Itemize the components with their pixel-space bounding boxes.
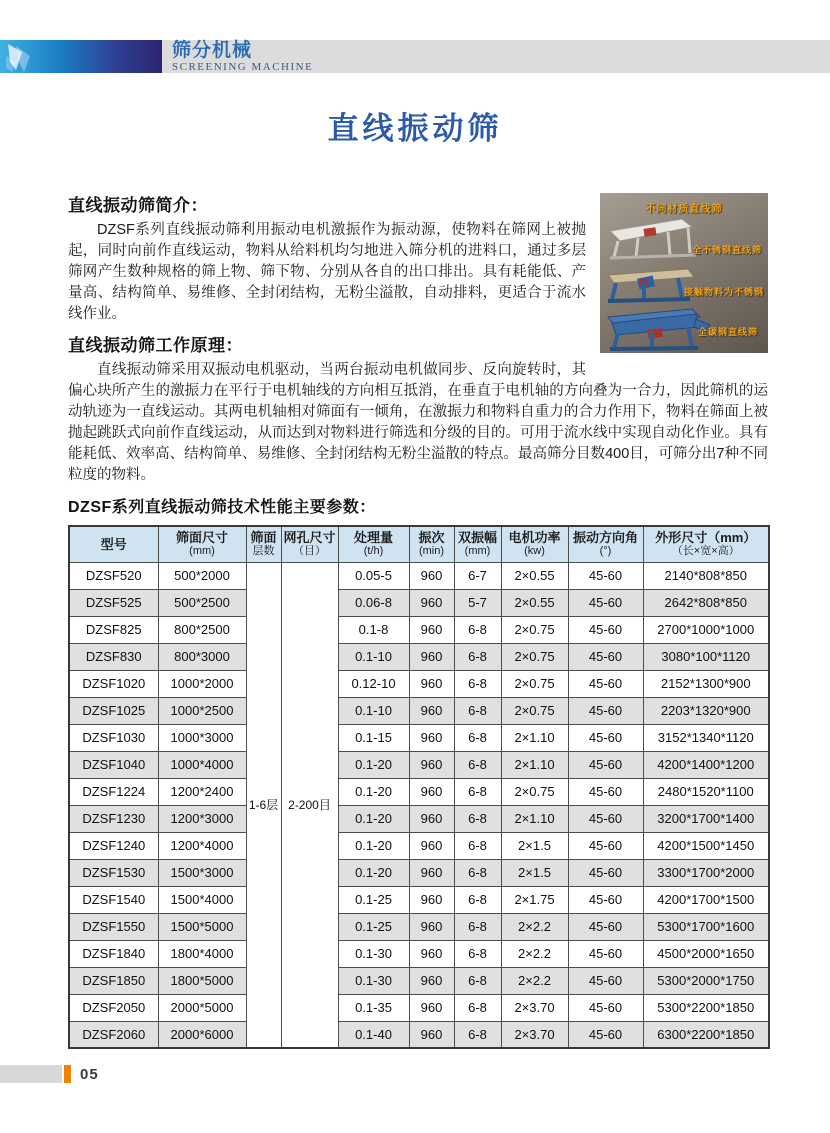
cell-amplitude: 6-8: [454, 832, 501, 859]
column-header: 筛面尺寸 (mm): [158, 526, 246, 562]
cell-model: DZSF1025: [69, 697, 158, 724]
cell-model: DZSF1550: [69, 913, 158, 940]
table-row: [69, 697, 769, 724]
photo-label-stainless: 全不锈钢直线筛: [691, 245, 762, 255]
cell-screen-size: 1000*3000: [158, 724, 246, 751]
cell-dimensions: 2152*1300*900: [643, 670, 769, 697]
cell-capacity: 0.1-20: [338, 805, 409, 832]
cell-frequency: 960: [409, 562, 454, 589]
cell-angle: 45-60: [568, 724, 643, 751]
column-header: 型号: [69, 526, 158, 562]
cell-capacity: 0.06-8: [338, 589, 409, 616]
column-header: 外形尺寸（mm） （长×宽×高）: [643, 526, 769, 562]
cell-frequency: 960: [409, 724, 454, 751]
cell-power: 2×2.2: [501, 940, 568, 967]
table-row: [69, 859, 769, 886]
spec-table-header-row: [69, 526, 769, 562]
cell-capacity: 0.1-20: [338, 832, 409, 859]
cell-angle: 45-60: [568, 616, 643, 643]
table-row: [69, 940, 769, 967]
cell-screen-size: 500*2500: [158, 589, 246, 616]
cell-frequency: 960: [409, 940, 454, 967]
cell-amplitude: 6-8: [454, 1021, 501, 1048]
cell-capacity: 0.1-25: [338, 913, 409, 940]
cell-amplitude: 6-8: [454, 859, 501, 886]
table-row: [69, 589, 769, 616]
page-title: 直线振动筛: [327, 111, 503, 146]
table-row: [69, 832, 769, 859]
cell-power: 2×1.5: [501, 859, 568, 886]
table-row: [69, 913, 769, 940]
cell-amplitude: 6-8: [454, 697, 501, 724]
cell-amplitude: 6-8: [454, 751, 501, 778]
brand-name-cn: 筛分机械: [172, 40, 253, 61]
cell-frequency: 960: [409, 751, 454, 778]
cell-capacity: 0.1-40: [338, 1021, 409, 1048]
cell-power: 2×1.10: [501, 751, 568, 778]
table-row: [69, 643, 769, 670]
cell-capacity: 0.1-15: [338, 724, 409, 751]
cell-dimensions: 2140*808*850: [643, 562, 769, 589]
brand-logo-bar: [0, 40, 162, 73]
brand-logo-icon: [6, 42, 54, 72]
cell-power: 2×1.5: [501, 832, 568, 859]
cell-angle: 45-60: [568, 778, 643, 805]
cell-dimensions: 4500*2000*1650: [643, 940, 769, 967]
cell-dimensions: 5300*2200*1850: [643, 994, 769, 1021]
table-row: [69, 967, 769, 994]
cell-amplitude: 6-8: [454, 724, 501, 751]
column-header: 处理量 (t/h): [338, 526, 409, 562]
column-header: 电机功率 (kw): [501, 526, 568, 562]
principle-heading: 直线振动筛工作原理：: [68, 336, 243, 355]
cell-capacity: 0.05-5: [338, 562, 409, 589]
cell-angle: 45-60: [568, 859, 643, 886]
cell-power: 2×0.75: [501, 643, 568, 670]
table-row: [69, 886, 769, 913]
cell-screen-size: 2000*5000: [158, 994, 246, 1021]
cell-screen-size: 2000*6000: [158, 1021, 246, 1048]
cell-frequency: 960: [409, 886, 454, 913]
cell-power: 2×0.75: [501, 778, 568, 805]
cell-model: DZSF1540: [69, 886, 158, 913]
cell-model: DZSF1040: [69, 751, 158, 778]
cell-power: 2×1.75: [501, 886, 568, 913]
cell-capacity: 0.1-35: [338, 994, 409, 1021]
cell-power: 2×0.75: [501, 670, 568, 697]
cell-dimensions: 3200*1700*1400: [643, 805, 769, 832]
cell-model: DZSF1020: [69, 670, 158, 697]
page-footer: [0, 1064, 99, 1084]
table-row: [69, 670, 769, 697]
principle-paragraph: 直线振动筛采用双振动电机驱动，当两台振动电机做同步、反向旋转时，其偏心块所产生的激振力在平行于电机轴线的方向相互抵消，在垂直于电机轴的方向叠为一合力，因此筛机的运动轨迹为一直线运动。其两电机轴相对筛面有一倾角，在激振力和物料自重力的合力作用下，物料在筛面上被抛起跳跃式向前作直线运动，从而达到对物料进行筛选和分级的目的。可用于流水线中实现自动化作业。具有能耗低、效率高、结构简单、易维修、全封闭结构无粉尘溢散的特点。最高筛分目数400目，可筛分出7种不同粒度的物料。: [68, 362, 768, 483]
cell-frequency: 960: [409, 805, 454, 832]
cell-dimensions: 2203*1320*900: [643, 697, 769, 724]
cell-screen-size: 1000*2000: [158, 670, 246, 697]
cell-dimensions: 2480*1520*1100: [643, 778, 769, 805]
cell-frequency: 960: [409, 967, 454, 994]
table-row: [69, 805, 769, 832]
table-row: [69, 778, 769, 805]
cell-frequency: 960: [409, 778, 454, 805]
cell-power: 2×3.70: [501, 1021, 568, 1048]
table-row: [69, 562, 769, 589]
column-header: 振次 (min): [409, 526, 454, 562]
cell-capacity: 0.1-25: [338, 886, 409, 913]
footer-orange-mark: [64, 1065, 71, 1083]
cell-frequency: 960: [409, 913, 454, 940]
cell-frequency: 960: [409, 589, 454, 616]
cell-model: DZSF830: [69, 643, 158, 670]
cell-dimensions: 3300*1700*2000: [643, 859, 769, 886]
cell-dimensions: 2700*1000*1000: [643, 616, 769, 643]
cell-dimensions: 5300*2000*1750: [643, 967, 769, 994]
cell-dimensions: 4200*1400*1200: [643, 751, 769, 778]
cell-amplitude: 6-8: [454, 616, 501, 643]
cell-dimensions: 3080*100*1120: [643, 643, 769, 670]
cell-amplitude: 6-8: [454, 994, 501, 1021]
column-header: 双振幅 (mm): [454, 526, 501, 562]
content-area: [68, 191, 768, 1049]
cell-dimensions: 4200*1500*1450: [643, 832, 769, 859]
cell-dimensions: 5300*1700*1600: [643, 913, 769, 940]
column-header: 筛面 层数: [246, 526, 281, 562]
spec-table-title: DZSF系列直线振动筛技术性能主要参数：: [68, 499, 376, 516]
stainless-contact-screen-image: [604, 263, 704, 305]
cell-power: 2×0.75: [501, 697, 568, 724]
cell-angle: 45-60: [568, 913, 643, 940]
cell-amplitude: 6-8: [454, 778, 501, 805]
cell-power: 2×1.10: [501, 724, 568, 751]
cell-amplitude: 6-8: [454, 670, 501, 697]
cell-model: DZSF1224: [69, 778, 158, 805]
cell-capacity: 0.12-10: [338, 670, 409, 697]
cell-amplitude: 6-8: [454, 643, 501, 670]
cell-model: DZSF1240: [69, 832, 158, 859]
cell-frequency: 960: [409, 697, 454, 724]
brand-text-area: [162, 40, 830, 73]
cell-angle: 45-60: [568, 886, 643, 913]
cell-frequency: 960: [409, 832, 454, 859]
cell-capacity: 0.1-30: [338, 967, 409, 994]
cell-angle: 45-60: [568, 967, 643, 994]
cell-power: 2×0.55: [501, 562, 568, 589]
cell-power: 2×0.55: [501, 589, 568, 616]
cell-capacity: 0.1-20: [338, 859, 409, 886]
column-header: 网孔尺寸 （目）: [281, 526, 338, 562]
cell-amplitude: 6-8: [454, 940, 501, 967]
cell-frequency: 960: [409, 616, 454, 643]
cell-model: DZSF2060: [69, 1021, 158, 1048]
cell-capacity: 0.1-8: [338, 616, 409, 643]
cell-frequency: 960: [409, 994, 454, 1021]
cell-angle: 45-60: [568, 643, 643, 670]
cell-amplitude: 6-8: [454, 967, 501, 994]
photo-label-carbon: 全碳钢直线筛: [697, 327, 758, 337]
cell-model: DZSF525: [69, 589, 158, 616]
intro-heading: 直线振动筛简介：: [68, 196, 208, 215]
cell-dimensions: 6300*2200*1850: [643, 1021, 769, 1048]
cell-mesh-size-merged: 2-200目: [281, 562, 338, 1048]
cell-angle: 45-60: [568, 562, 643, 589]
footer-gray-bar: [0, 1065, 62, 1083]
cell-model: DZSF520: [69, 562, 158, 589]
cell-screen-size: 800*3000: [158, 643, 246, 670]
cell-angle: 45-60: [568, 670, 643, 697]
cell-model: DZSF1840: [69, 940, 158, 967]
table-row: [69, 1021, 769, 1048]
cell-power: 2×2.2: [501, 967, 568, 994]
cell-capacity: 0.1-20: [338, 778, 409, 805]
cell-power: 2×3.70: [501, 994, 568, 1021]
cell-angle: 45-60: [568, 697, 643, 724]
cell-screen-size: 1800*4000: [158, 940, 246, 967]
cell-frequency: 960: [409, 670, 454, 697]
photo-label-contact: 接触物料为不锈钢: [683, 287, 764, 297]
cell-angle: 45-60: [568, 589, 643, 616]
intro-paragraph: DZSF系列直线振动筛利用振动电机激振作为振动源，使物料在筛网上被抛起，同时向前作直线运动，物料从给料机均匀地进入筛分机的进料口，通过多层筛网产生数种规格的筛上物、筛下物、分别从各自的出口排出。具有耗能低、产量高、结构简单、易维修、全封闭结构，无粉尘溢散，自动排料，更适合于流水线作业。: [68, 222, 586, 322]
table-row: [69, 751, 769, 778]
cell-screen-size: 500*2000: [158, 562, 246, 589]
cell-model: DZSF1530: [69, 859, 158, 886]
cell-power: 2×1.10: [501, 805, 568, 832]
cell-amplitude: 5-7: [454, 589, 501, 616]
cell-screen-size: 1200*2400: [158, 778, 246, 805]
cell-model: DZSF825: [69, 616, 158, 643]
cell-frequency: 960: [409, 1021, 454, 1048]
spec-table: [68, 525, 770, 1049]
cell-amplitude: 6-8: [454, 805, 501, 832]
page-number: 05: [80, 1065, 99, 1083]
cell-angle: 45-60: [568, 832, 643, 859]
header-bar: [0, 40, 830, 73]
cell-amplitude: 6-8: [454, 886, 501, 913]
brand-name-en: SCREENING MACHINE: [172, 61, 314, 73]
cell-capacity: 0.1-20: [338, 751, 409, 778]
cell-amplitude: 6-8: [454, 913, 501, 940]
column-header: 振动方向角 (°): [568, 526, 643, 562]
cell-model: DZSF1030: [69, 724, 158, 751]
cell-dimensions: 3152*1340*1120: [643, 724, 769, 751]
product-photo-collage: [600, 193, 768, 353]
stainless-screen-image: [604, 215, 704, 261]
table-row: [69, 994, 769, 1021]
cell-model: DZSF2050: [69, 994, 158, 1021]
cell-frequency: 960: [409, 859, 454, 886]
cell-screen-size: 1000*2500: [158, 697, 246, 724]
cell-power: 2×0.75: [501, 616, 568, 643]
cell-capacity: 0.1-10: [338, 643, 409, 670]
cell-screen-size: 1000*4000: [158, 751, 246, 778]
cell-screen-size: 800*2500: [158, 616, 246, 643]
cell-angle: 45-60: [568, 1021, 643, 1048]
cell-screen-size: 1200*3000: [158, 805, 246, 832]
cell-screen-size: 1500*4000: [158, 886, 246, 913]
cell-dimensions: 4200*1700*1500: [643, 886, 769, 913]
cell-power: 2×2.2: [501, 913, 568, 940]
cell-angle: 45-60: [568, 994, 643, 1021]
cell-screen-size: 1500*3000: [158, 859, 246, 886]
cell-screen-size: 1500*5000: [158, 913, 246, 940]
cell-screen-size: 1200*4000: [158, 832, 246, 859]
table-row: [69, 616, 769, 643]
table-row: [69, 724, 769, 751]
cell-screen-size: 1800*5000: [158, 967, 246, 994]
cell-angle: 45-60: [568, 751, 643, 778]
cell-angle: 45-60: [568, 940, 643, 967]
cell-capacity: 0.1-10: [338, 697, 409, 724]
cell-model: DZSF1850: [69, 967, 158, 994]
cell-model: DZSF1230: [69, 805, 158, 832]
cell-dimensions: 2642*808*850: [643, 589, 769, 616]
cell-frequency: 960: [409, 643, 454, 670]
cell-amplitude: 6-7: [454, 562, 501, 589]
cell-screen-layers-merged: 1-6层: [246, 562, 281, 1048]
cell-capacity: 0.1-30: [338, 940, 409, 967]
cell-angle: 45-60: [568, 805, 643, 832]
photo-caption-top: 不同材质直线筛: [645, 204, 723, 215]
